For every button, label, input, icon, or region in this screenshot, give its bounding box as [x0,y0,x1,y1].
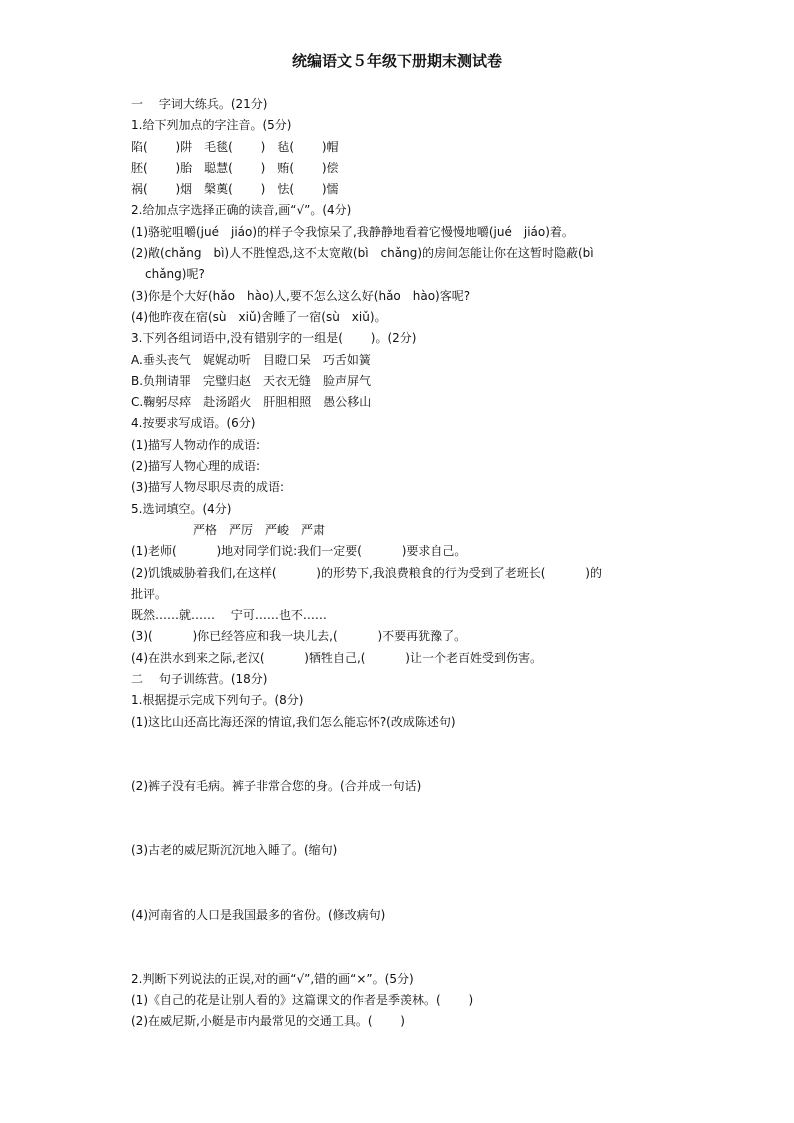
option-b: B.负荆请罪 完璧归赵 天衣无缝 脸声屏气 [131,373,372,388]
sub-item: (4)河南省的人口是我国最多的省份。(修改病句) [131,907,386,922]
sub-item: (2)敞(chǎng bì)人不胜惶恐,这不太宽敞(bì chǎng)的房间怎能让你在这暂时隐蔽(bì [131,246,594,261]
option-c: C.鞠躬尽瘁 赴汤蹈火 肝胆相照 愚公移山 [131,395,372,410]
option-a: A.垂头丧气 娓娓动听 目瞪口呆 巧舌如簧 [131,352,371,367]
section-heading: 一 字词大练兵。(21分) [131,97,268,111]
pinyin-row: 陷( )阱 毛毯( ) 毡( )帽 [131,139,339,154]
sub-item: (2)描写人物心理的成语: [131,459,261,474]
answer-space [131,926,701,969]
pinyin-row: 祸( )烟 槃薁( ) 怯( )懦 [131,182,339,197]
question-1-3: 3.下列各组词语中,没有错别字的一组是( )。(2分) [131,331,417,346]
question-1-5: 5.选词填空。(4分) [131,501,232,516]
sub-item-continued: chǎng)呢? [145,267,205,282]
word-choices: 严格 严厉 严峻 严肃 [193,522,326,537]
sub-item: (2)裤子没有毛病。裤子非常合您的身。(合并成一句话) [131,778,422,793]
answer-space [131,797,701,840]
question-1-1: 1.给下列加点的字注音。(5分) [131,118,292,133]
question-1-4: 4.按要求写成语。(6分) [131,416,256,431]
sub-item: (3)古老的威尼斯沉沉地入睡了。(缩句) [131,843,338,858]
question-2-2: 2.判断下列说法的正误,对的画“√”,错的画“×”。(5分) [131,971,414,986]
exam-body [131,94,701,1033]
sub-item: (1)骆驼咀嚼(jué jiáo)的样子令我惊呆了,我静静地看着它慢慢地嚼(jué jiáo)着。 [131,224,574,239]
section-heading: 二 句子训练营。(18分) [131,672,268,687]
sub-item: (1)这比山还高比海还深的情谊,我们怎么能忘怀?(改成陈述句) [131,714,456,729]
sub-item: (3)描写人物尽职尽责的成语: [131,480,285,495]
answer-space [131,733,701,776]
sub-item: (1)老师( )地对同学们说:我们一定要( )要求自己。 [131,544,467,559]
sub-item: (2)饥饿威胁着我们,在这样( )的形势下,我浪费粮食的行为受到了老班长( )的 [131,565,602,580]
sub-item: (2)在威尼斯,小艇是市内最常见的交通工具。( ) [131,1014,405,1029]
sub-item: (1)《自己的花是让别人看的》这篇课文的作者是季羡林。( ) [131,993,474,1008]
question-2-1: 1.根据提示完成下列句子。(8分) [131,693,304,708]
sub-item: (4)他昨夜在宿(sù xiǔ)舍睡了一宿(sù xiǔ)。 [131,309,387,324]
conjunction-choices: 既然……就…… 宁可……也不…… [131,608,327,623]
sub-item: (3)( )你已经答应和我一块儿去,( )不要再犹豫了。 [131,629,467,644]
question-1-2: 2.给加点字选择正确的读音,画“√”。(4分) [131,203,352,218]
sub-item: (4)在洪水到来之际,老汉( )牺牲自己,( )让一个老百姓受到伤害。 [131,650,542,665]
answer-space [131,862,701,905]
exam-title: 统编语文５年级下册期末测试卷 [291,52,502,70]
sub-item: (3)你是个大好(hǎo hào)人,要不怎么这么好(hǎo hào)客呢? [131,288,471,303]
sub-item-continued: 批评。 [131,586,168,601]
pinyin-row: 胚( )胎 聪慧( ) 贿( )偿 [131,160,339,175]
sub-item: (1)描写人物动作的成语: [131,437,261,452]
